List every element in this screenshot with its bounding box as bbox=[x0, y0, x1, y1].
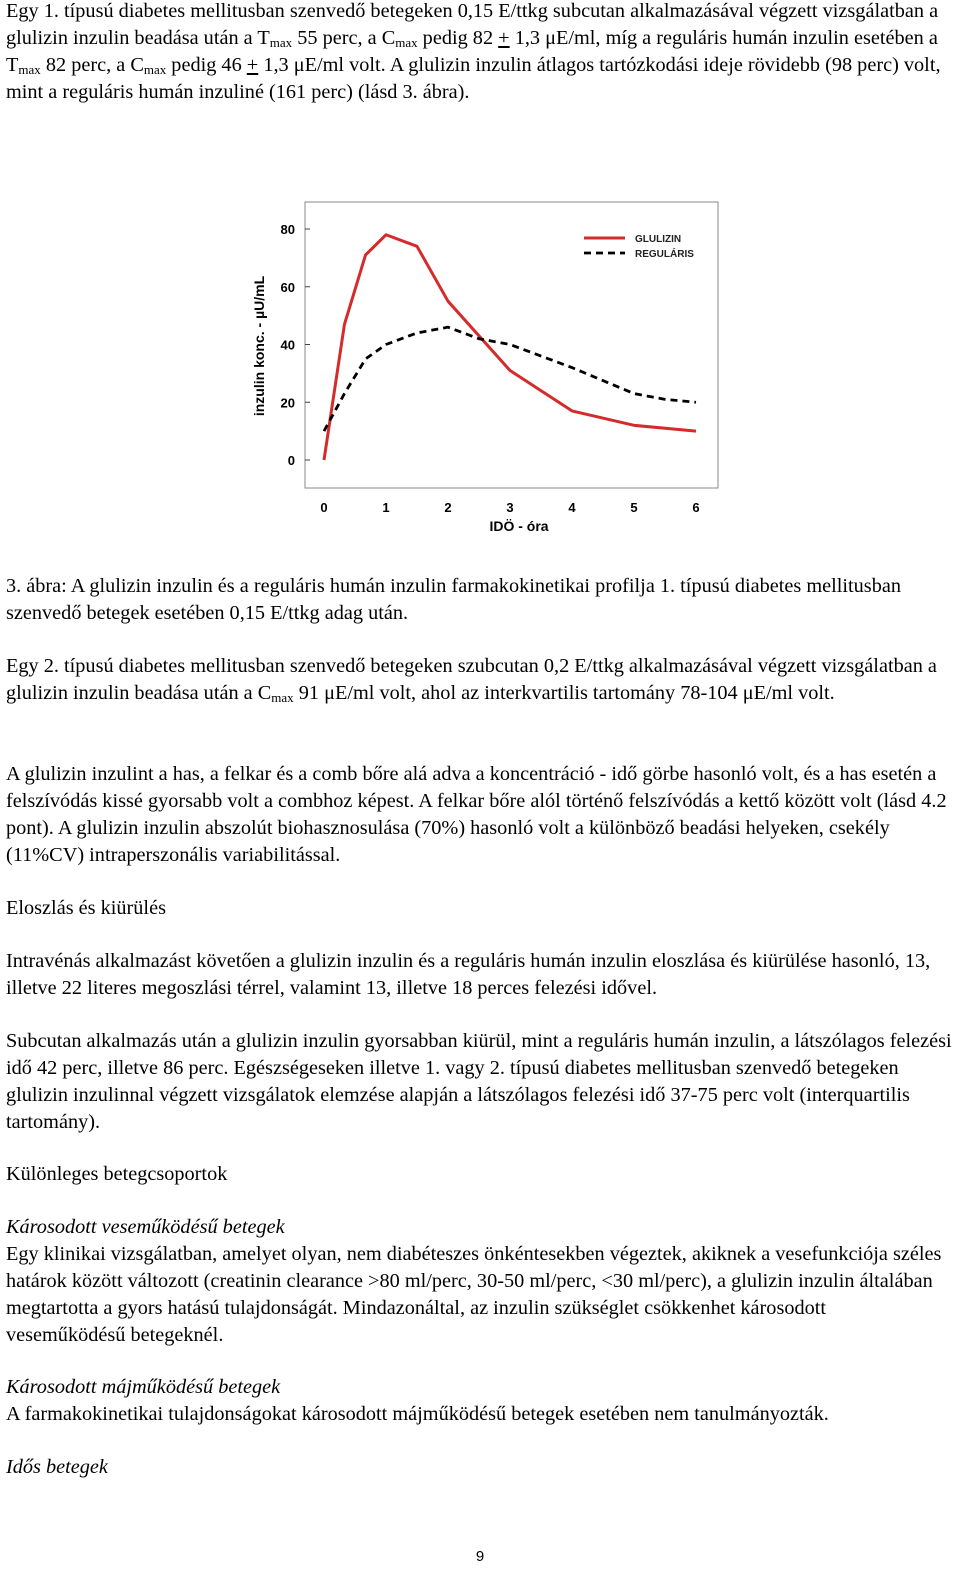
y-axis-label: inzulin konc. - µU/mL bbox=[251, 275, 267, 417]
paragraph-renal: Egy klinikai vizsgálatban, amelyet olyan, nem diabéteszes önkéntesekben végeztek, akiknek a vesefunkciója széles határok között változott (creatinin clearance >80 ml/perc, 30-50 ml/perc, <30 ml/perc), a glulizin inzulin általában megtartotta a gyors hatású tulajdonságát. Mindazonáltal, az inzulin szükséglet csökkenhet károsodott veseműködésű betegeknél. bbox=[6, 1243, 942, 1346]
paragraph-injection-sites: A glulizin inzulint a has, a felkar és a comb bőre alá adva a koncentráció - idő görbe hasonló volt, és a has esetén a felszívódás kissé gyorsabb volt a combhoz képest. A felkar bőre alól történő felszívódás a kettő között volt (lásd 4.2 pont). A glulizin inzulin abszolút biohasznosulása (70%) hasonló volt a különböző beadási helyeken, csekély (11%CV) intraperszonális variabilitással. bbox=[6, 763, 947, 866]
legend-label: GLULIZIN bbox=[635, 234, 682, 245]
page-number: 9 bbox=[475, 1548, 485, 1565]
heading-special-populations: Különleges betegcsoportok bbox=[6, 1163, 228, 1185]
y-tick-label: 0 bbox=[287, 453, 295, 468]
paragraph-type2-results: Egy 2. típusú diabetes mellitusban szenvedő betegeken szubcutan 0,2 E/ttkg alkalmazásával végzett vizsgálatban a glulizin inzulin beadása után a $C_{max}$ 91 μE/ml volt, ahol az interkvartilis tartomány 78-104 μE/ml volt. bbox=[6, 655, 937, 705]
series-line-regulris bbox=[324, 327, 696, 431]
y-tick-label: 20 bbox=[280, 395, 295, 411]
y-tick-label: 80 bbox=[280, 222, 295, 237]
series-lines bbox=[324, 235, 696, 460]
paragraph-sc-elimination: Subcutan alkalmazás után a glulizin inzulin gyorsabban kiürül, mint a reguláris humán inzulin, a látszólagos felezési idő 42 perc, illetve 86 perc. Egészségeseken illetve 1. vagy 2. típusú diabetes mellitusban szenvedő betegeken glulizin inzulinnal végzett vizsgálatok elemzése alapján a látszólagos felezési idő 37-75 perc volt (interquartilis tartomány). bbox=[6, 1030, 952, 1133]
heading-hepatic-impairment: Károsodott májműködésű betegek bbox=[6, 1376, 281, 1398]
heading-elderly: Idős betegek bbox=[6, 1456, 108, 1478]
heading-distribution: Eloszlás és kiürülés bbox=[6, 897, 166, 919]
y-tick-label: 40 bbox=[280, 337, 295, 353]
x-tick-label: 3 bbox=[506, 500, 514, 515]
pharmacokinetic-chart bbox=[247, 196, 737, 541]
y-tick-label: 60 bbox=[280, 279, 295, 295]
x-tick-label: 1 bbox=[382, 500, 390, 515]
x-tick-label: 5 bbox=[630, 500, 638, 515]
x-tick-label: 6 bbox=[692, 500, 700, 515]
paragraph-hepatic: A farmakokinetikai tulajdonságokat károsodott májműködésű betegek esetében nem tanulmányozták. bbox=[6, 1403, 829, 1425]
x-ticks bbox=[320, 500, 699, 515]
paragraph-iv-distribution: Intravénás alkalmazást követően a glulizin inzulin és a reguláris humán inzulin eloszlása és kiürülése hasonló, 13, illetve 22 literes megoszlási térrel, valamint 13, illetve 18 perces felezési idővel. bbox=[6, 950, 931, 999]
y-ticks bbox=[281, 222, 310, 468]
x-axis-label: IDÖ - óra bbox=[489, 518, 549, 534]
x-tick-label: 2 bbox=[444, 500, 452, 515]
x-tick-label: 0 bbox=[320, 500, 328, 515]
figure-caption: 3. ábra: A glulizin inzulin és a reguláris humán inzulin farmakokinetikai profilja 1. típusú diabetes mellitusban szenvedő betegek esetében 0,15 E/ttkg adag után. bbox=[6, 575, 901, 624]
legend-label: REGULÁRIS bbox=[635, 249, 694, 260]
paragraph-type1-results: Egy 1. típusú diabetes mellitusban szenvedő betegeken 0,15 E/ttkg subcutan alkalmazásával végzett vizsgálatban a glulizin inzulin beadása után a $T_{max}$ 55 perc, a $C_{max}$ pedig 82 + 1,3 μE/ml, míg a reguláris humán inzulin esetében a $T_{max}$ 82 perc, a $C_{max}$ pedig 46 + 1,3 μE/ml volt. A glulizin inzulin átlagos tartózkodási ideje rövidebb (98 perc) volt, mint a reguláris humán inzuliné (161 perc) (lásd 3. ábra). bbox=[6, 0, 941, 103]
x-tick-label: 4 bbox=[568, 500, 576, 515]
heading-renal-impairment: Károsodott veseműködésű betegek bbox=[6, 1216, 285, 1238]
legend bbox=[584, 234, 694, 260]
